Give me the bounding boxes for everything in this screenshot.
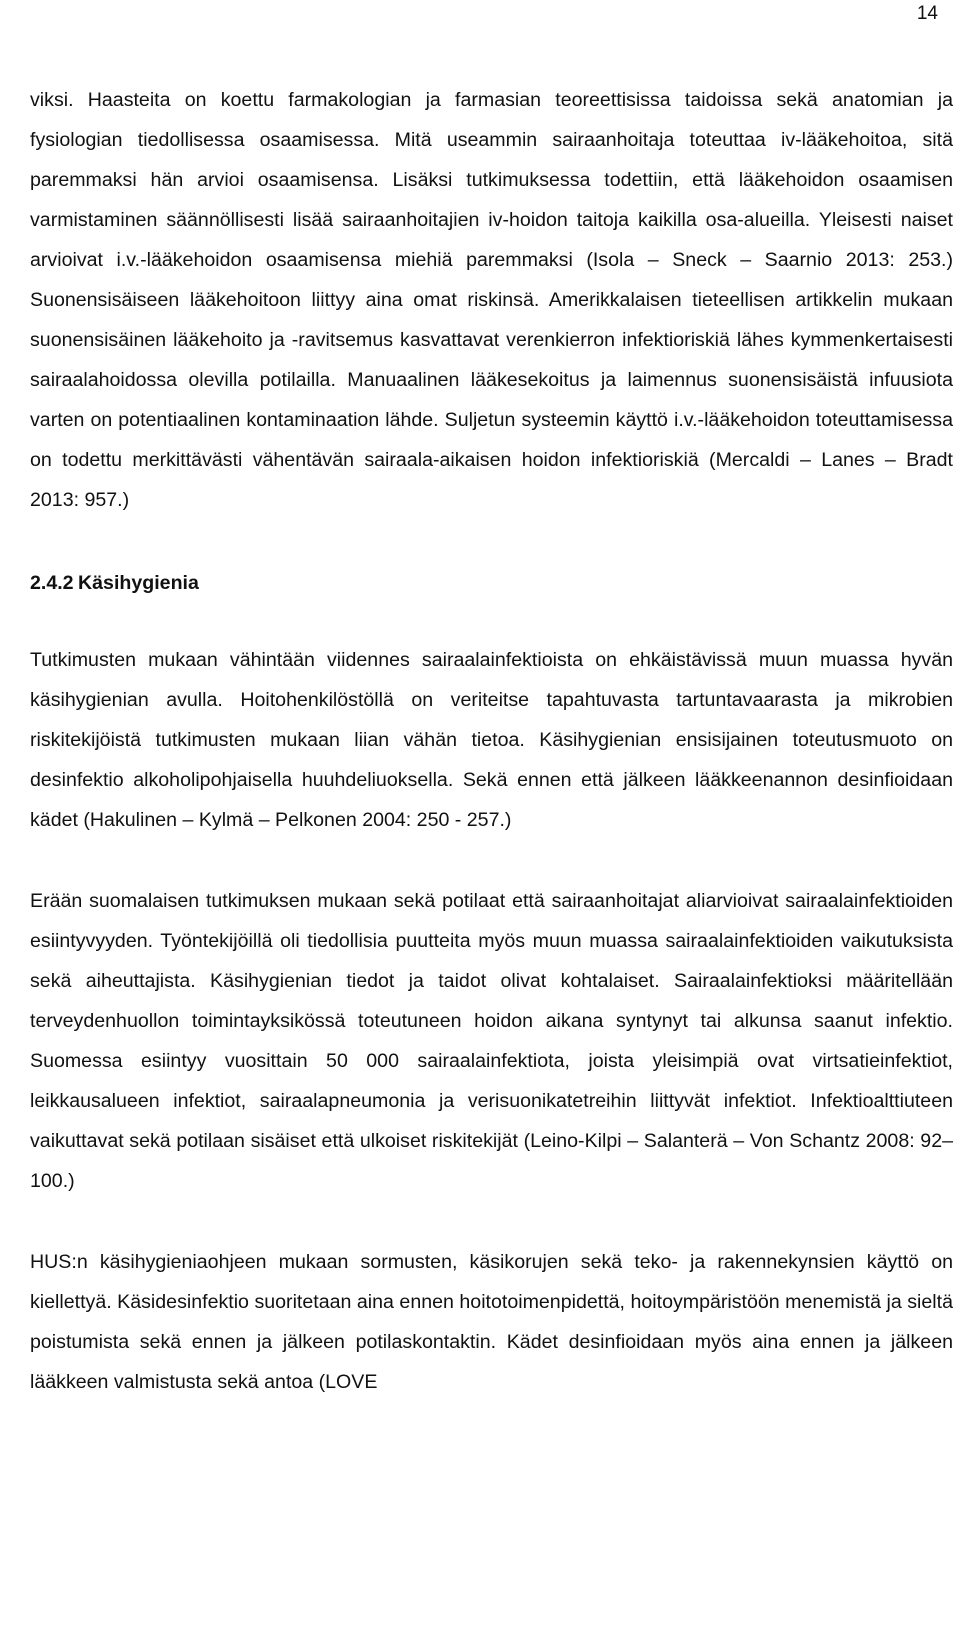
page-number: 14 [916,3,938,24]
section-heading [30,563,953,603]
paragraph-iv-medication: viksi. Haasteita on koettu farmakologian ja farmasian teoreettisissa taidoissa sekä anatomian ja fysiologian tiedollisessa osaamisessa. Mitä useammin sairaanhoitaja toteuttaa iv-lääkehoitoa, sitä paremmaksi hän arvioi osaamisensa. Lisäksi tutkimuksessa todettiin, että lääkehoidon osaamisen varmistaminen säännöllisesti lisää sairaanhoitajien iv-hoidon taitoja kaikilla osa-alueilla. Yleisesti naiset arvioivat i.v.-lääkehoidon osaamisensa miehiä paremmaksi (Isola – Sneck – Saarnio 2013: 253.) Suonensisäiseen lääkehoitoon liittyy aina omat riskinsä. Amerikkalaisen tieteellisen artikkelin mukaan suonensisäinen lääkehoito ja -ravitsemus kasvattavat verenkierron infektioriskiä lähes kymmenkertaisesti sairaalahoidossa olevilla potilailla. Manuaalinen lääkesekoitus ja laimennus suonensisäistä infuusiota varten on potentiaalinen kontaminaation lähde. Suljetun systeemin käyttö i.v.-lääkehoidon toteuttamisessa on todettu merkittävästi vähentävän sairaala-aikaisen hoidon infektioriskiä (Mercaldi – Lanes – Bradt 2013: 957.) [30,89,953,511]
section-number: 2.4.2 [30,572,74,594]
document-body [30,80,953,1402]
paragraph-hand-hygiene-studies: Tutkimusten mukaan vähintään viidennes sairaalainfektioista on ehkäistävissä muun muassa hyvän käsihygienian avulla. Hoitohenkilöstöllä on veriteitse tapahtuvasta tartuntavaarasta ja mikrobien riskitekijöistä tutkimusten mukaan liian vähän tietoa. Käsihygienian ensisijainen toteutusmuoto on desinfektio alkoholipohjaisella huuhdeliuoksella. Sekä ennen että jälkeen lääkkeenannon desinfioidaan kädet (Hakulinen – Kylmä – Pelkonen 2004: 250 - 257.) [30,649,953,831]
paragraph-hus-guidelines: HUS:n käsihygieniaohjeen mukaan sormusten, käsikorujen sekä teko- ja rakennekynsien käyttö on kiellettyä. Käsidesinfektio suoritetaan aina ennen hoitotoimenpidettä, hoitoympäristöön menemistä ja sieltä poistumista sekä ennen ja jälkeen potilaskontaktin. Kädet desinfioidaan myös aina ennen ja jälkeen lääkkeen valmistusta sekä antoa (LOVE [30,1251,953,1393]
section-title: Käsihygienia [78,572,199,594]
paragraph-hospital-infections: Erään suomalaisen tutkimuksen mukaan sekä potilaat että sairaanhoitajat aliarvioivat sairaalainfektioiden esiintyvyyden. Työntekijöillä oli tiedollisia puutteita myös muun muassa sairaalainfektioiden vaikutuksista sekä aiheuttajista. Käsihygienian tiedot ja taidot olivat kohtalaiset. Sairaalainfektioksi määritellään terveydenhuollon toimintayksikössä toteutuneen hoidon aikana syntynyt tai alkunsa saanut infektio. Suomessa esiintyy vuosittain 50 000 sairaalainfektiota, joista yleisimpiä ovat virtsatieinfektiot, leikkausalueen infektiot, sairaalapneumonia ja verisuonikatetreihin liittyvät infektiot. Infektioalttiuteen vaikuttavat sekä potilaan sisäiset että ulkoiset riskitekijät (Leino-Kilpi – Salanterä – Von Schantz 2008: 92–100.) [30,890,953,1192]
